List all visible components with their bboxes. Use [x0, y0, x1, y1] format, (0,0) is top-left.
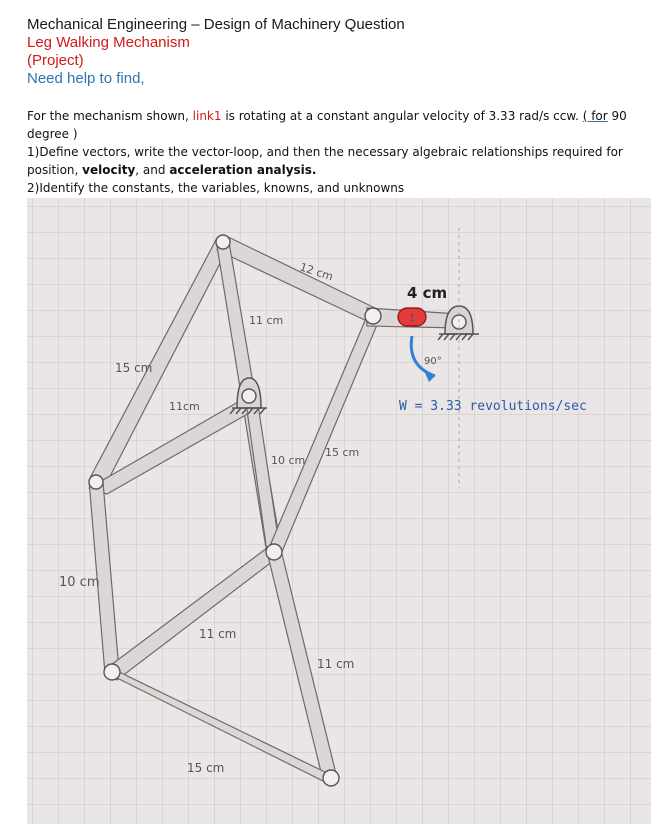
dim-11cm-top: 11 cm — [249, 314, 284, 327]
dim-4cm: 4 cm — [407, 284, 448, 302]
pin-joint-lower-left — [104, 664, 120, 680]
pin-joint-top-right — [365, 308, 381, 324]
problem-paragraph-1: For the mechanism shown, link1 is rotating at a constant angular velocity of 3.33 rad/s ccw. ( for 90 degree ) — [27, 109, 627, 141]
document-header — [27, 16, 657, 88]
mechanism-sketch — [27, 198, 651, 824]
project-label: (Project) — [27, 52, 84, 69]
dim-15cm-mid: 15 cm — [325, 446, 360, 459]
dim-12cm: 12 cm — [298, 260, 335, 284]
dim-11cm-low: 11 cm — [199, 627, 237, 641]
mechanism-sketch-photo — [27, 198, 651, 824]
link1-label: 1 — [408, 313, 416, 324]
pin-joint-left — [89, 475, 103, 489]
dim-11cm-right: 11 cm — [317, 657, 355, 671]
problem-statement — [27, 107, 637, 197]
dim-15cm-left: 15 cm — [115, 361, 153, 375]
document-title: Mechanical Engineering – Design of Machinery Question — [27, 16, 405, 33]
link1-highlight: link1 — [192, 109, 222, 123]
dim-10cm-left: 10 cm — [59, 575, 100, 590]
pin-joint-top — [216, 235, 230, 249]
dim-15cm-bottom: 15 cm — [187, 761, 225, 775]
mechanism-name: Leg Walking Mechanism — [27, 34, 190, 51]
pin-joint-ground-center — [242, 389, 256, 403]
help-request: Need help to find, — [27, 70, 145, 87]
angle-90: 90° — [424, 356, 442, 367]
angular-velocity-label: W = 3.33 revolutions/sec — [399, 399, 587, 414]
dim-11cm-left: 11cm — [169, 400, 200, 413]
for-underlined: ( for — [582, 109, 608, 123]
dim-10cm-mid: 10 cm — [271, 454, 306, 467]
pin-joint-bottom — [323, 770, 339, 786]
problem-paragraph-2: 1)Define vectors, write the vector-loop, and then the necessary algebraic relationships required for position, velocity, and acceleration analysis. — [27, 145, 623, 177]
problem-paragraph-3: 2)Identify the constants, the variables, knowns, and unknowns — [27, 181, 405, 195]
pin-joint-middle — [266, 544, 282, 560]
